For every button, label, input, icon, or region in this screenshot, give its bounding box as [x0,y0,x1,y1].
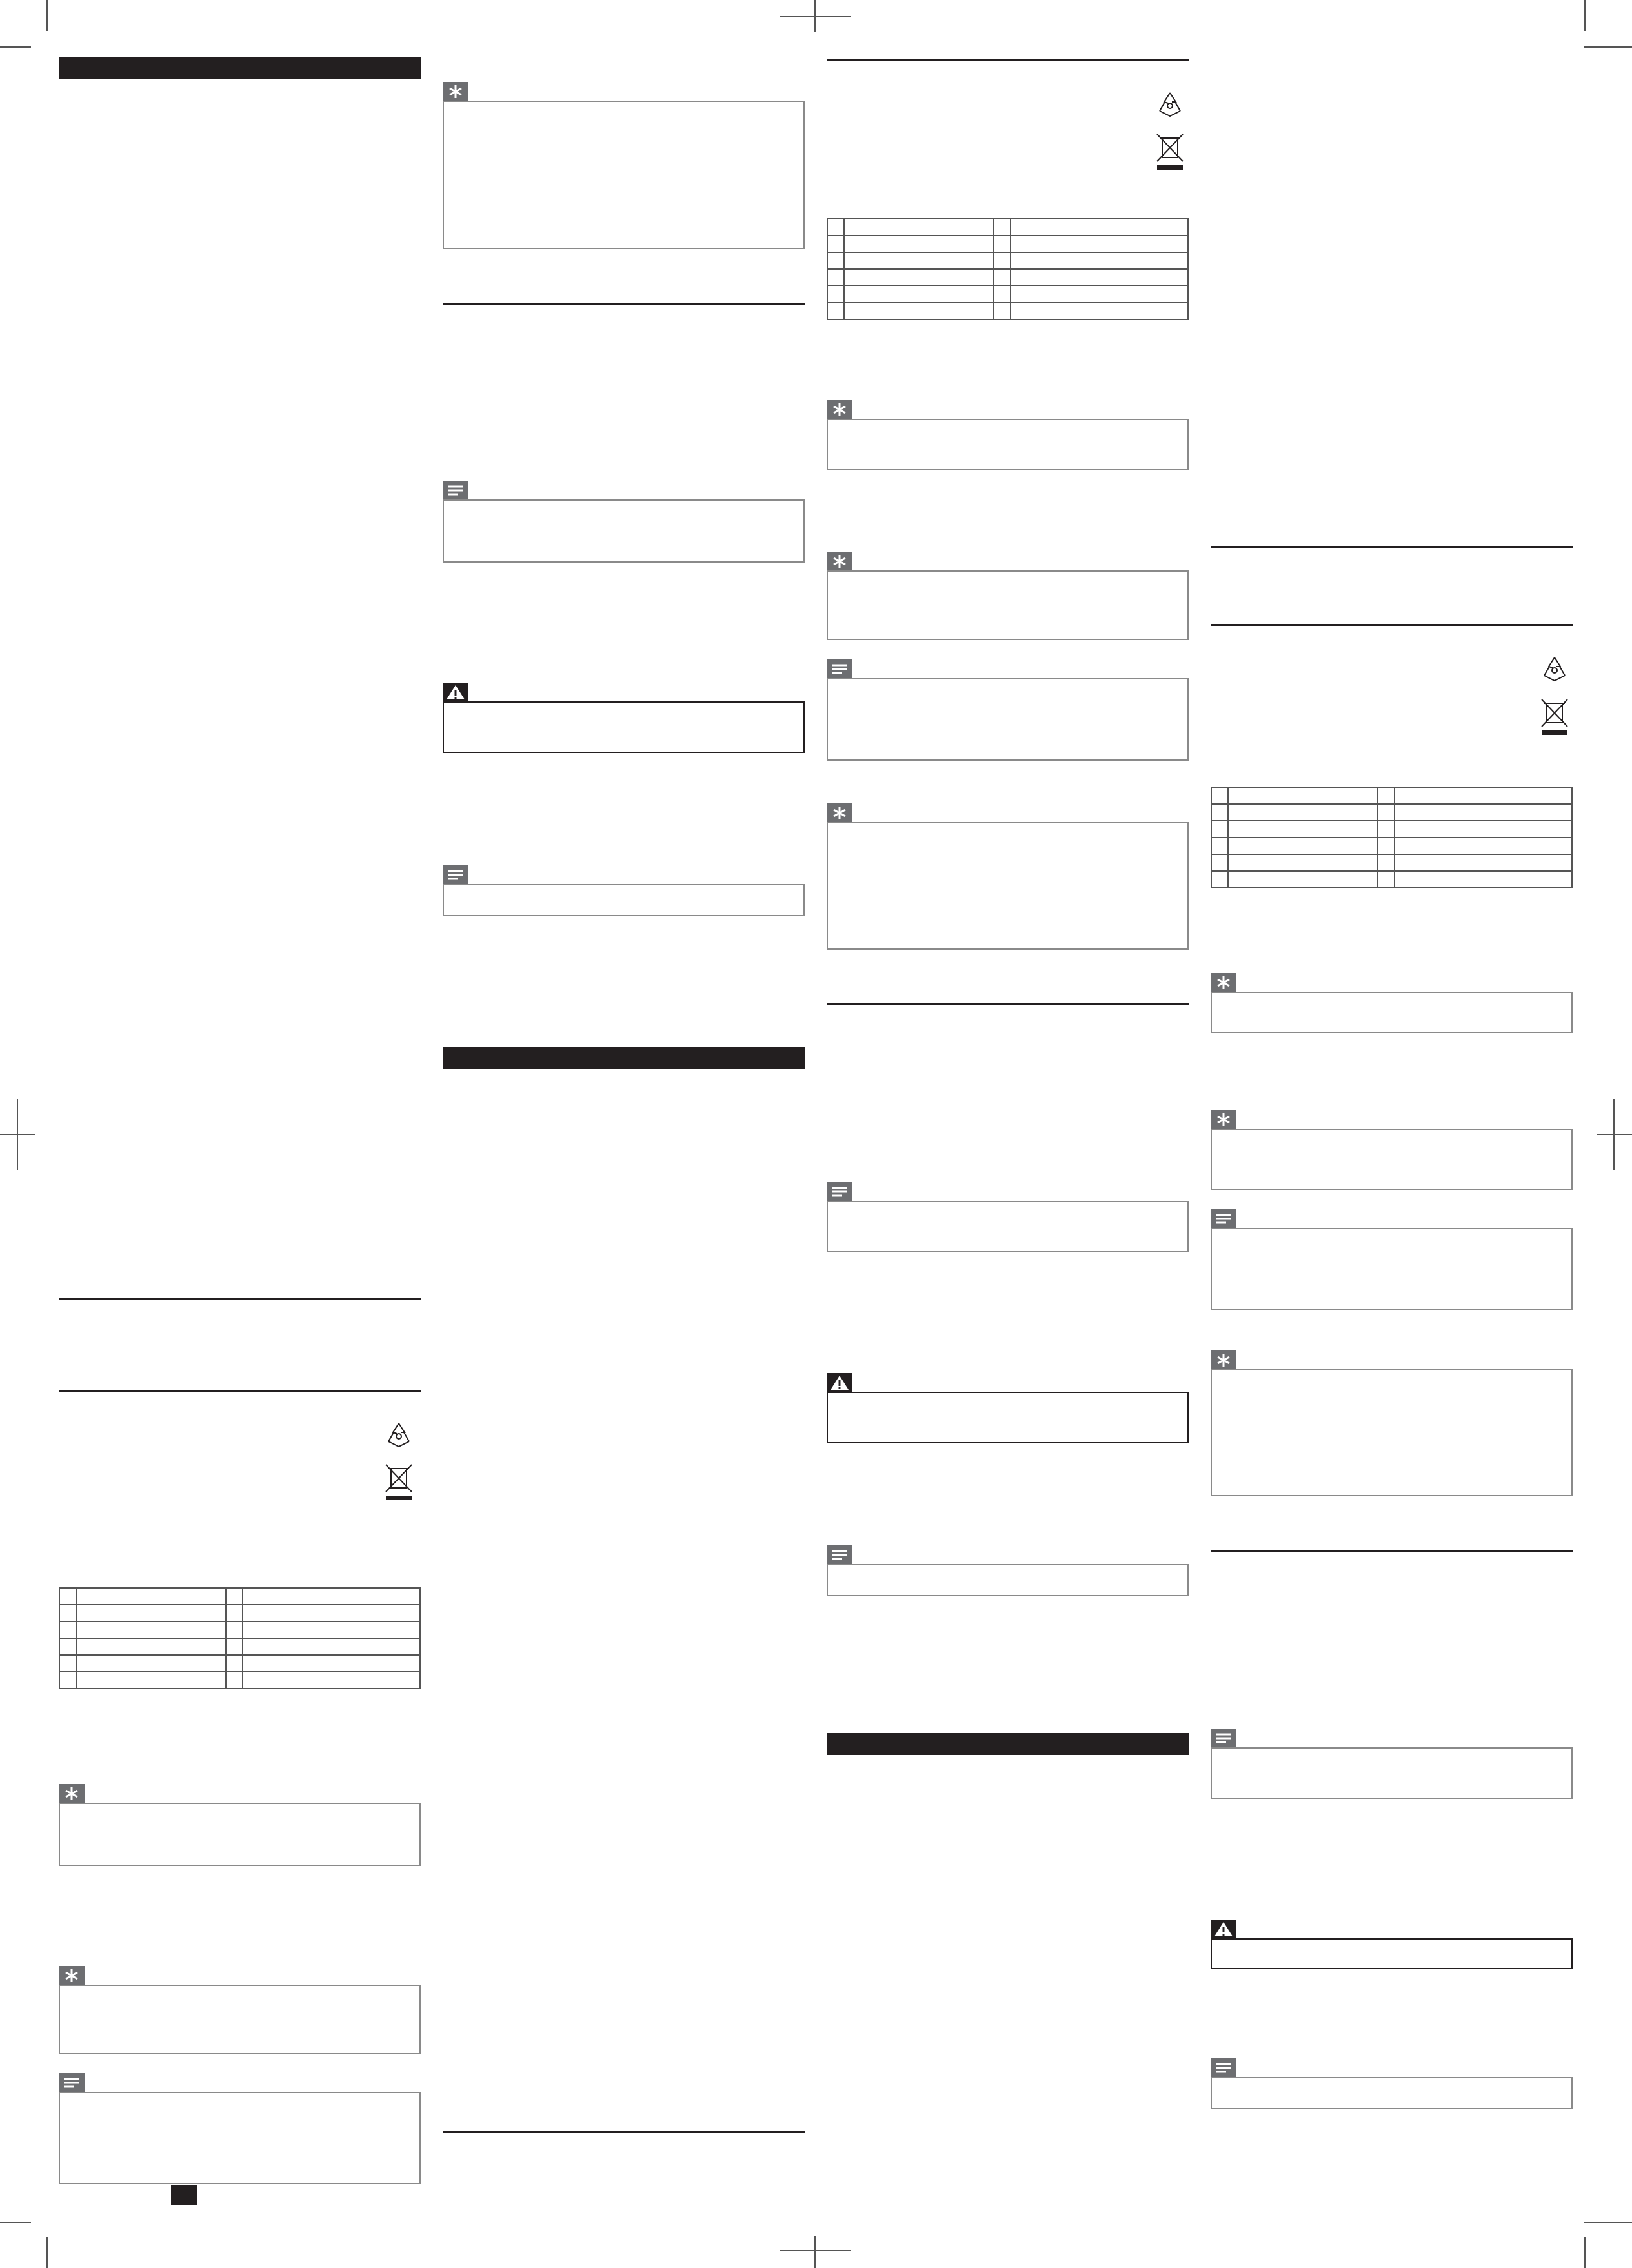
warning-triangle-icon [1211,1920,1236,1939]
tip-box [827,570,1189,640]
note-lines-icon [827,1182,852,1201]
section-rule [59,1390,421,1392]
warning-triangle-icon [827,1373,852,1392]
registration-mark [17,1099,18,1170]
tip-box [1211,1369,1573,1496]
section-heading-bar [443,1047,805,1069]
note-box [1211,1747,1573,1799]
note-box [1211,2077,1573,2109]
caution-box [443,701,805,753]
crossed-bin-icon [385,1462,413,1501]
crop-mark [1584,46,1632,48]
warning-triangle-icon [443,683,468,702]
tip-asterisk-icon [1211,1110,1236,1129]
section-rule [1211,624,1573,626]
note-box [443,499,805,563]
section-heading-bar [827,1733,1189,1755]
tip-asterisk-icon [443,82,468,101]
recycle-icon [1154,89,1185,120]
tip-box [827,419,1189,470]
tip-asterisk-icon [827,552,852,571]
section-heading-bar [59,57,421,79]
note-lines-icon [827,1545,852,1565]
section-rule [59,1298,421,1300]
note-lines-icon [59,2073,85,2092]
crossed-bin-icon [1540,697,1569,736]
section-rule [443,303,805,305]
section-rule [827,59,1189,61]
note-lines-icon [1211,1209,1236,1229]
recycle-icon [1539,654,1570,685]
tip-box [1211,992,1573,1033]
note-box [827,1564,1189,1596]
note-lines-icon [1211,2058,1236,2078]
tip-asterisk-icon [827,803,852,823]
note-lines-icon [443,481,468,500]
tip-box [59,1803,421,1866]
note-box [827,678,1189,761]
note-box [443,884,805,916]
crop-mark [0,2222,31,2223]
page-number-tab [171,2185,197,2205]
section-rule [1211,546,1573,548]
note-box [1211,1228,1573,1310]
tip-box [1211,1129,1573,1190]
note-lines-icon [1211,1729,1236,1748]
tip-box [59,1985,421,2054]
tip-asterisk-icon [1211,1350,1236,1370]
recycle-icon [383,1420,414,1450]
spec-table [59,1587,421,1689]
section-rule [443,2131,805,2133]
caution-box [827,1392,1189,1443]
tip-asterisk-icon [1211,973,1236,992]
note-box [59,2092,421,2184]
section-rule [827,1003,1189,1005]
registration-mark [1613,1099,1615,1170]
tip-asterisk-icon [59,1784,85,1803]
note-box [827,1201,1189,1252]
tip-asterisk-icon [827,400,852,419]
crop-mark [46,2237,48,2268]
tip-asterisk-icon [59,1966,85,1985]
note-lines-icon [443,865,468,885]
spec-table [1211,787,1573,888]
note-lines-icon [827,659,852,679]
registration-mark [814,0,816,32]
crop-mark [1584,0,1586,31]
spec-table [827,218,1189,320]
crossed-bin-icon [1156,132,1184,170]
caution-box [1211,1938,1573,1969]
crop-mark [1584,2222,1632,2223]
tip-box [827,822,1189,950]
section-rule [1211,1550,1573,1552]
crop-mark [1584,2237,1586,2268]
crop-mark [46,0,48,31]
registration-mark [814,2236,816,2268]
crop-mark [0,46,31,48]
tip-box [443,101,805,249]
